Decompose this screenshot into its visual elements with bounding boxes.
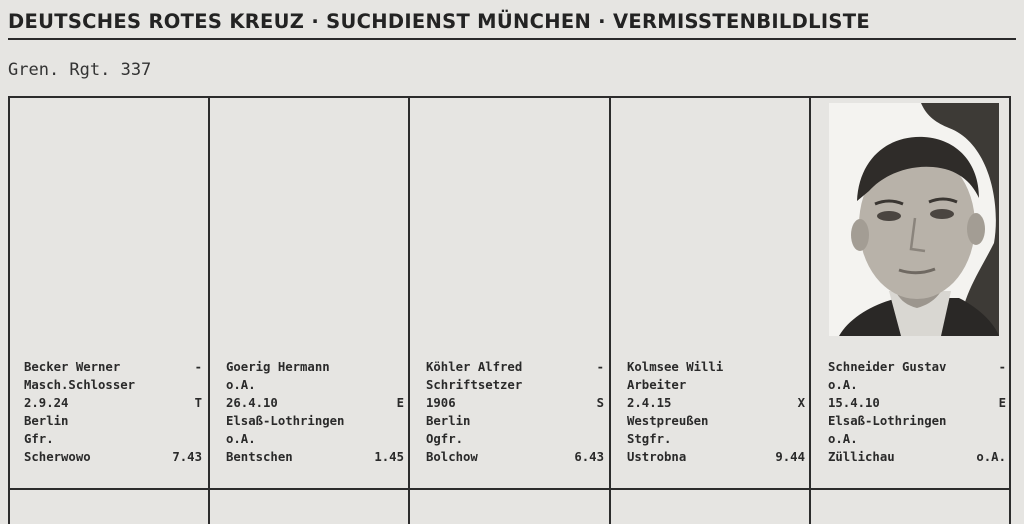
- name-mark: -: [998, 360, 1006, 374]
- person-rank: Stgfr.: [627, 432, 672, 446]
- person-place: Ustrobna: [627, 450, 687, 464]
- person-birth: 2.4.15: [627, 396, 672, 410]
- grid-col-rule: [8, 96, 10, 524]
- person-place: Bentschen: [226, 450, 293, 464]
- person-card: [426, 358, 604, 466]
- person-card: [24, 358, 202, 466]
- portrait-photo: [829, 103, 999, 336]
- grid-top-rule: [8, 96, 1011, 98]
- person-region: Elsaß-Lothringen: [828, 414, 947, 428]
- person-rank: Ogfr.: [426, 432, 464, 446]
- person-rank: Gfr.: [24, 432, 54, 446]
- person-card: [828, 358, 1006, 466]
- person-occupation: Schriftsetzer: [426, 378, 523, 392]
- person-place: Scherwowo: [24, 450, 91, 464]
- person-code: E: [396, 396, 404, 410]
- header-title: DEUTSCHES ROTES KREUZ · SUCHDIENST MÜNCHEN · VERMISSTENBILDLISTE: [8, 10, 870, 33]
- name-mark: -: [596, 360, 604, 374]
- person-name: Becker Werner: [24, 360, 121, 374]
- grid-row-rule: [8, 488, 1011, 490]
- person-code: X: [797, 396, 805, 410]
- grid-col-rule: [1009, 96, 1011, 524]
- person-date: 6.43: [574, 450, 604, 464]
- person-card: [627, 358, 805, 466]
- person-name: Köhler Alfred: [426, 360, 523, 374]
- person-region: Westpreußen: [627, 414, 709, 428]
- person-occupation: o.A.: [828, 378, 858, 392]
- person-code: E: [998, 396, 1006, 410]
- grid-col-rule: [809, 96, 811, 524]
- person-date: 7.43: [172, 450, 202, 464]
- person-name: Schneider Gustav: [828, 360, 947, 374]
- person-place: Züllichau: [828, 450, 895, 464]
- person-date: 9.44: [775, 450, 805, 464]
- grid-col-rule: [408, 96, 410, 524]
- grid-col-rule: [609, 96, 611, 524]
- person-region: Berlin: [24, 414, 69, 428]
- person-rank: o.A.: [828, 432, 858, 446]
- person-name: Goerig Hermann: [226, 360, 330, 374]
- person-occupation: o.A.: [226, 378, 256, 392]
- person-card: [226, 358, 404, 466]
- portrait-image: [829, 103, 999, 336]
- page-header: [8, 6, 1016, 40]
- person-date: 1.45: [374, 450, 404, 464]
- person-birth: 15.4.10: [828, 396, 880, 410]
- person-place: Bolchow: [426, 450, 478, 464]
- person-code: T: [194, 396, 202, 410]
- person-birth: 26.4.10: [226, 396, 278, 410]
- person-birth: 2.9.24: [24, 396, 69, 410]
- person-region: Berlin: [426, 414, 471, 428]
- person-occupation: Arbeiter: [627, 378, 687, 392]
- grid-col-rule: [208, 96, 210, 524]
- person-region: Elsaß-Lothringen: [226, 414, 345, 428]
- person-birth: 1906: [426, 396, 456, 410]
- person-date: o.A.: [976, 450, 1006, 464]
- person-code: S: [596, 396, 604, 410]
- name-mark: -: [194, 360, 202, 374]
- unit-label: Gren. Rgt. 337: [8, 60, 152, 80]
- person-rank: o.A.: [226, 432, 256, 446]
- person-occupation: Masch.Schlosser: [24, 378, 136, 392]
- person-name: Kolmsee Willi: [627, 360, 724, 374]
